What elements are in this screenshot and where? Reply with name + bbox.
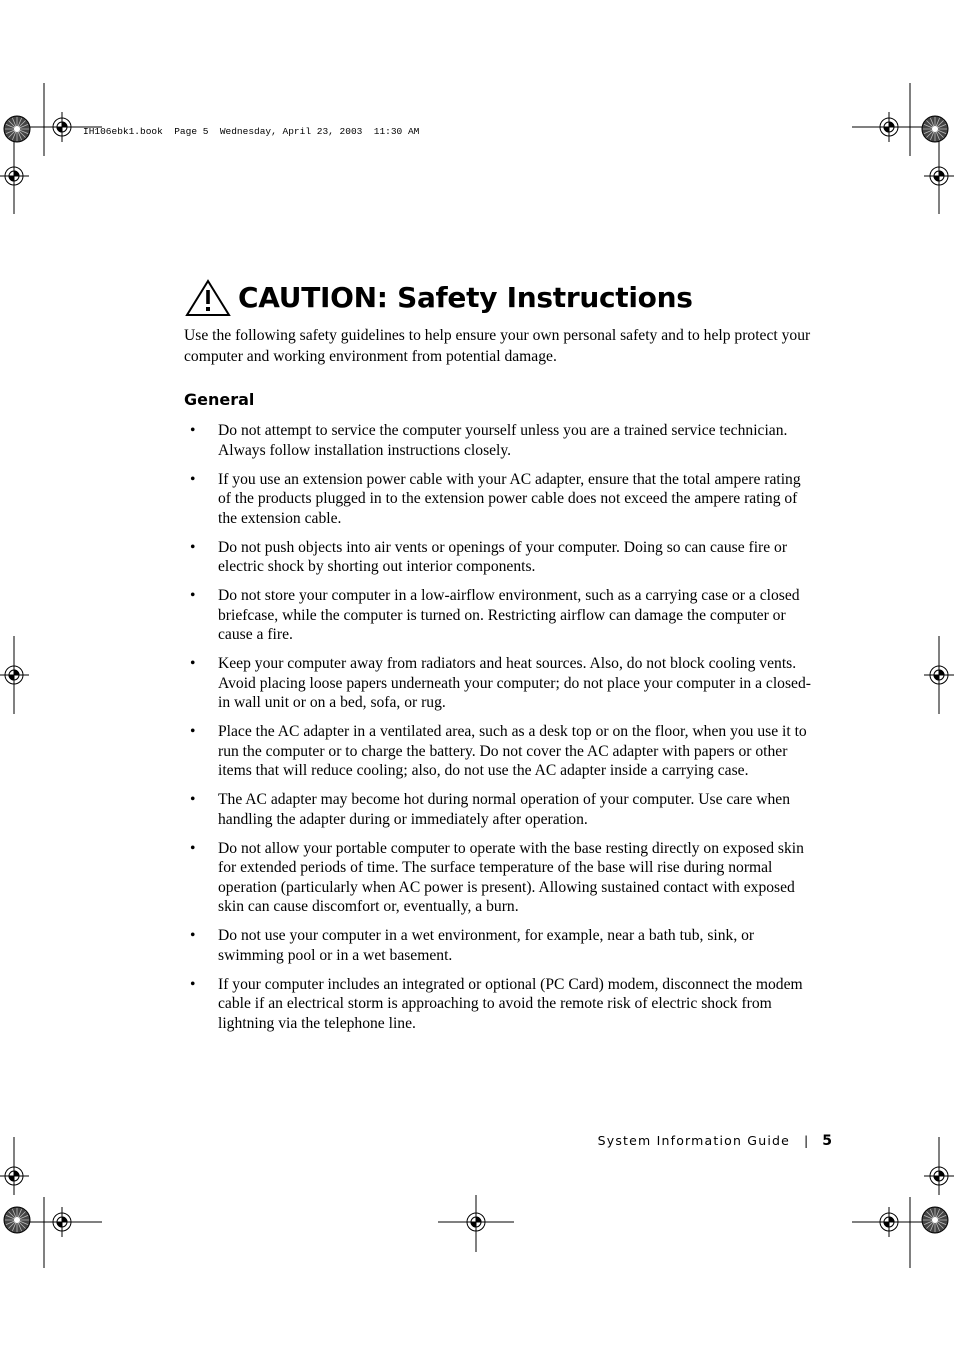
section-heading: General	[184, 390, 255, 409]
list-item	[190, 586, 816, 645]
list-item	[190, 538, 816, 577]
page-number: 5	[822, 1133, 832, 1149]
bullet: •	[190, 839, 196, 857]
bullet: •	[190, 538, 196, 556]
page-title	[184, 278, 693, 318]
intro-paragraph: Use the following safety guidelines to help ensure your own personal safety and to help protect your computer and working environment from potential damage.	[184, 327, 811, 365]
list-item	[190, 421, 816, 460]
list-item	[190, 839, 816, 917]
list-item-text: The AC adapter may become hot during normal operation of your computer. Use care when handling the adapter during or immediately after operation.	[218, 791, 791, 828]
list-item	[190, 975, 816, 1034]
warning-triangle-icon	[184, 278, 232, 318]
bullet: •	[190, 791, 196, 808]
list-item-text: Place the AC adapter in a ventilated area, such as a desk top or on the floor, when you use it to run the computer or to charge the battery. Do not cover the AC adapter with papers or other items that will reduce cooling; also, do not use the AC adapter inside a carrying case.	[218, 723, 807, 779]
bullet: •	[190, 422, 196, 439]
bullet: •	[190, 975, 196, 993]
list-item	[190, 470, 816, 529]
list-item-text: Do not use your computer in a wet environment, for example, near a bath tub, sink, or swimming pool or in a wet basement.	[218, 927, 755, 964]
bullet: •	[190, 587, 196, 604]
bullet: •	[190, 723, 196, 740]
list-item-text: If your computer includes an integrated or optional (PC Card) modem, disconnect the modem cable if an electrical storm is approaching to avoid the remote risk of electric shock from lightning via the telephone line.	[218, 975, 803, 1032]
bullet: •	[190, 470, 196, 488]
list-item-text: Do not allow your portable computer to operate with the base resting directly on exposed skin for extended periods of time. The surface temperature of the base will rise during normal operation (particularly when AC power is present). Allowing sustained contact with exposed skin can cause discomfort or, eventually, a burn.	[218, 839, 804, 915]
page-title-text: CAUTION: Safety Instructions	[238, 281, 693, 314]
list-item-text: Do not push objects into air vents or openings of your computer. Doing so can cause fire or electric shock by shorting out interior components.	[218, 538, 788, 575]
list-item-text: Do not attempt to service the computer yourself unless you are a trained service technician. Always follow installation instructions closely.	[218, 422, 788, 459]
footer-separator: |	[804, 1133, 809, 1148]
list-item-text: Do not store your computer in a low-airflow environment, such as a carrying case or a closed briefcase, while the computer is turned on. Restricting airflow can damage the computer or cause a fire.	[218, 587, 800, 643]
list-item	[190, 790, 816, 829]
footer-guide-title: System Information Guide	[597, 1133, 791, 1148]
list-item-text: Keep your computer away from radiators and heat sources. Also, do not block cooling vents. Avoid placing loose papers underneath your computer; do not place your computer in a closed-in wall unit or on a bed, sofa, or rug.	[218, 655, 811, 711]
list-item	[190, 926, 816, 965]
list-item-text: If you use an extension power cable with your AC adapter, ensure that the total ampere rating of the products plugged in to the extension power cable does not exceed the ampere rating of the extension cable.	[218, 470, 801, 527]
print-slug: IH106ebk1.book Page 5 Wednesday, April 23, 2003 11:30 AM	[83, 126, 420, 137]
list-item	[190, 722, 816, 781]
bullet: •	[190, 655, 196, 672]
page-footer	[598, 1133, 832, 1149]
safety-list	[190, 421, 816, 1043]
bullet: •	[190, 927, 196, 944]
list-item	[190, 654, 816, 713]
